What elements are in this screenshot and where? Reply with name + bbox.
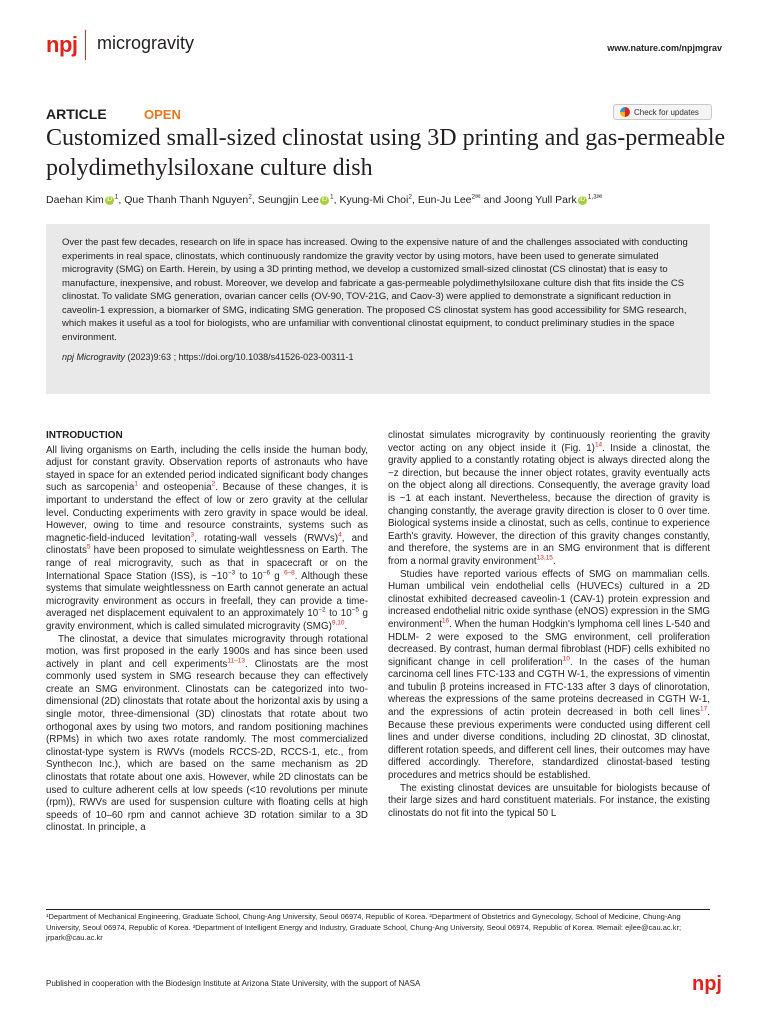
body-paragraph: The existing clinostat devices are unsuitable for biologists because of their large sizes and hard constituent materials. For instance, the existing clinostats do not fit into the typical 50 L <box>388 782 710 819</box>
crossmark-icon <box>620 107 630 117</box>
body-paragraph: The clinostat, a device that simulates microgravity through rotational motion, was first proposed in the early 1900s and has since been used actively in plant and cell experiments$^{11-13}$. Clinostats are the most commonly used system in SMG research because they can effectively create an SMG environment. Clinostats can be categorized into two-dimensional (2D) clinostats that rotate about the horizontal axis by using a single motor, three-dimensional (3D) clinostats that rotate about two orthogonal axes by using two motors, and random positioning machines (RPMs) in which two axes rotate randomly. The most commercialized clinostat-type system is RWVs (models RCCS-2D, RCCS-1, etc., from Synthecon Inc.), which are based on the same mechanism as 2D clinostats that rotate about one axis. However, while 2D clinostats can be used to culture adherent cells at low speeds (<10 revolutions per minute (rpm)), RWVs are used for suspension culture with floating cells at high speeds of 10–60 rpm and cannot achieve 3D rotation similar to a 3D clinostat. In principle, a <box>46 633 368 834</box>
header-divider <box>85 30 86 60</box>
citation-journal: npj Microgravity <box>62 352 126 362</box>
body-paragraph: Studies have reported various effects of SMG on mammalian cells. Human umbilical vein endothelial cells (HUVECs) cultured in a 2D clinostat exhibited decreased caveolin-1 (CAV-1) protein expression and increased endothelial nitric oxide synthase (eNOS) expression in the SMG environment$^{16}$. When the human Hodgkin's lymphoma cell lines L-540 and HDLM- 2 were exposed to the SMG environment, cell proliferation decreased. By contrast, human dermal fibroblast (HDF) cells exhibited no significant change in cell proliferation$^{10}$. In the cases of the human carcinoma cell lines FTC-133 and CGTH W-1, the expressions of vimentin and tubulin β proteins increased in FTC-133 after 3 days of clinorotation, whereas the expressions of the same proteins decreased in CGTH W-1, and the expressions of actin protein decreased in both cell lines$^{17}$. Because these previous experiments were conducted using different cell lines and under diverse conditions, including 2D clinostat, 3D clinostat, different rotation speeds, and different cell lines, their outcomes may have differed accordingly. Therefore, standardized clinostat-based testing procedures and metrics should be established. <box>388 568 710 782</box>
author-name[interactable]: Kyung-Mi Choi <box>339 194 409 206</box>
author-name[interactable]: Joong Yull Park <box>503 194 577 206</box>
right-column <box>388 430 710 820</box>
author-name[interactable]: Que Thanh Thanh Nguyen <box>124 194 249 206</box>
orcid-icon[interactable]: iD <box>321 196 328 203</box>
author-affiliation: 2 <box>248 193 252 201</box>
article-title: Customized small-sized clinostat using 3D printing and gas-permeable polydimethylsiloxane culture dish <box>46 125 726 181</box>
citation-doi[interactable]: (2023)9:63 ; https://doi.org/10.1038/s41526-023-00311-1 <box>125 352 354 362</box>
author-affiliation: 1,3✉ <box>587 193 603 201</box>
journal-name[interactable]: microgravity <box>97 33 195 53</box>
author-list: Daehan Kim iD $^1$, Que Thanh Thanh Nguyen$^2$, Seungjin Lee iD $^1$, Kyung-Mi Choi$^2$, Eun-Ju Lee$^{2✉}$ and Joong Yull Park iD $^{1,3✉}$ <box>46 193 603 206</box>
affiliations-footnote: ¹Department of Mechanical Engineering, Graduate School, Chung-Ang University, Seoul 06974, Republic of Korea. ²Department of Obstetrics and Gynecology, School of Medicine, Chung-Ang University, Seoul 06974, Republic of Korea. ³Department of Intelligent Energy and Industry, Graduate School, Chung-Ang University, Seoul 06974, Republic of Korea. ✉email: ejlee@cau.ac.kr; jrpark@cau.ac.kr <box>46 912 682 942</box>
article-type: ARTICLE <box>46 106 107 122</box>
author-name[interactable]: Daehan Kim <box>46 194 104 206</box>
journal-url[interactable]: www.nature.com/npjmgrav <box>607 43 722 53</box>
author-name[interactable]: Seungjin Lee <box>257 194 319 206</box>
section-heading: INTRODUCTION <box>46 430 123 441</box>
check-updates-button[interactable] <box>613 104 712 120</box>
publication-note: Published in cooperation with the Biodesign Institute at Arizona State University, with the support of NASA <box>46 979 421 988</box>
orcid-icon[interactable]: iD <box>106 196 113 203</box>
body-paragraph: All living organisms on Earth, including the cells inside the human body, adjust for constant gravity. Observation reports of astronauts who have stayed in space for an extended period indicated significant body changes such as sarcopenia$^1$ and osteopenia$^2$. Because of these changes, it is important to understand the effect of low or zero gravity at the cellular level. Conducting experiments with zero gravity in space would be ideal. However, owing to time and resource constraints, systems such as magnetic-field-induced levitation$^3$, rotating-wall vessels (RWVs)$^4$, and clinostats$^5$ have been proposed to simulate weightlessness on Earth. The range of real microgravity, such as that in spacecraft or on the International Space Station (ISS), is $\sim 10^{-3}$ to $10^{-6}$ g $^{6-8}$. Although these systems that simulate weightlessness on Earth cannot generate an actual microgravity environment as occurs in freefall, they can provide a time-averaged net displacement equivalent to an approximately $10^{-2}$ to $10^{-5}$ g gravity environment, which is called simulated microgravity (SMG)$^{9,10}$. <box>46 444 368 632</box>
journal-logo[interactable]: npj <box>46 32 78 57</box>
check-updates-label: Check for updates <box>634 107 699 117</box>
orcid-icon[interactable]: iD <box>579 196 586 203</box>
abstract-box <box>46 224 710 394</box>
author-affiliation: 2 <box>408 193 412 201</box>
author-affiliation: 1 <box>114 193 119 201</box>
left-column <box>46 430 368 835</box>
footnote-divider <box>46 909 710 910</box>
article-citation <box>62 351 694 365</box>
author-name[interactable]: Eun-Ju Lee <box>417 194 472 206</box>
author-affiliation: 1 <box>330 193 334 201</box>
abstract-text: Over the past few decades, research on life in space has increased. Owing to the expensive nature of and the challenges associated with conducting experiments in real space, clinostats, which continuously randomize the gravity vector by using motors, have been used to generate simulated microgravity (SMG) on Earth. Herein, by using a 3D printing method, we develop a customized small-sized clinostat (CS clinostat) that is easy to manufacture, inexpensive, and robust. Moreover, we develop and fabricate a gas-permeable polydimethylsiloxane culture dish that fits inside the CS clinostat. To validate SMG generation, ovarian cancer cells (OV-90, TOV-21G, and Caov-3) were applied to demonstrate a significant reduction in caveolin-1 expression, a biomarker of SMG, indicating SMG generation. The proposed CS clinostat system has good accessibility for SMG research, which makes it useful as a tool for biologists, who are unfamiliar with conventional clinostat equipment, to conduct preliminary studies in the space environment. <box>62 237 688 343</box>
body-paragraph: clinostat simulates microgravity by continuously reorienting the gravity vector acting on any object inside it (Fig. 1)$^{14}$. Inside a clinostat, the gravity applied to a constantly rotating object is always directed along the −z direction, but because the inner object rotates, gravity eventually acts on the object along all directions. Consequently, the average gravity load is ~1 at each instant. Nevertheless, because the direction of gravity is changing constantly, the average gravity direction is closer to 0 over time. Biological systems inside a clinostat, such as cells, continue to experience Earth's gravity. However, the direction of this gravity changes constantly, and therefore, the systems are in an SMG environment that is different from a normal gravity environment$^{13,15}$. <box>388 430 711 567</box>
open-access-badge: OPEN <box>144 107 181 122</box>
footer-logo: npj <box>692 973 722 995</box>
author-affiliation: 2✉ <box>471 193 481 201</box>
